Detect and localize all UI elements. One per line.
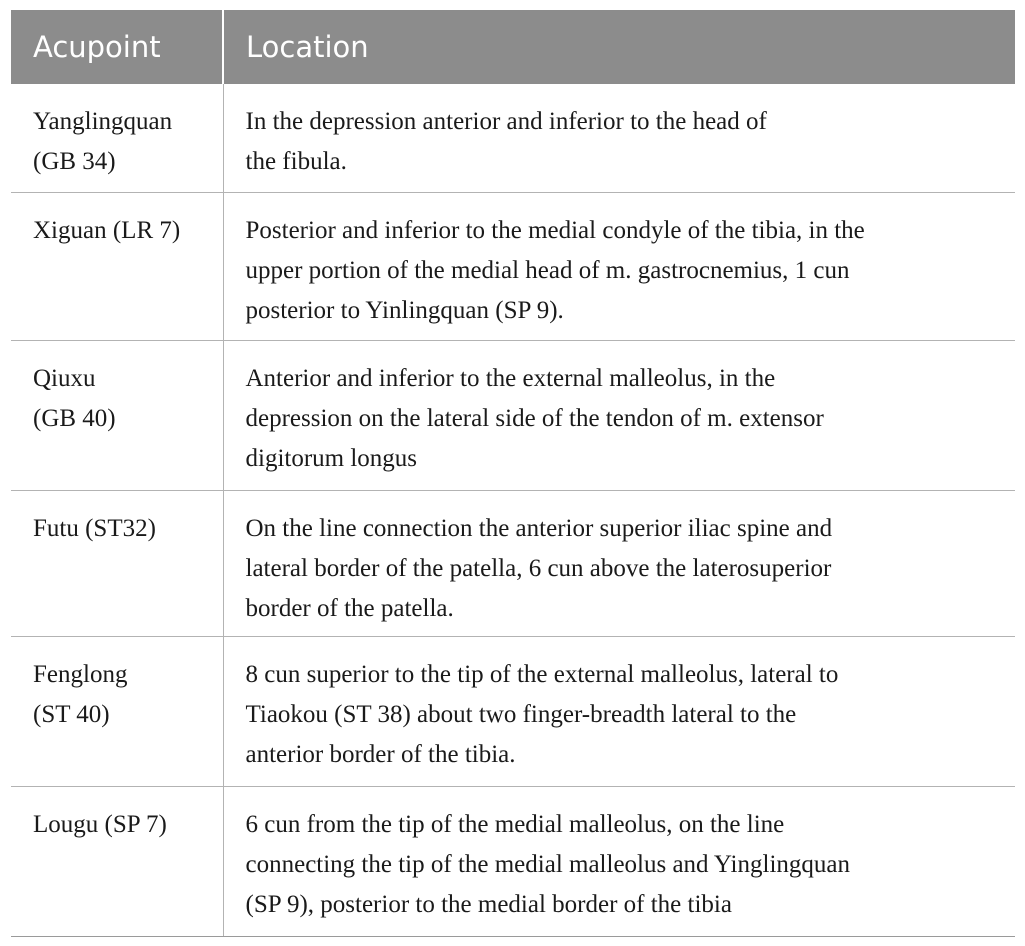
acupoint-cell: Futu (ST32): [11, 490, 223, 636]
location-cell: 8 cun superior to the tip of the external malleolus, lateral to Tiaokou (ST 38) about two finger-breadth lateral to the anterior border of the tibia.: [223, 636, 1015, 786]
table-row: [11, 490, 1015, 636]
location-cell: 6 cun from the tip of the medial malleolus, on the line connecting the tip of the medial malleolus and Yinglingquan (SP 9), posterior to the medial border of the tibia: [223, 786, 1015, 936]
location-cell: On the line connection the anterior superior iliac spine and lateral border of the patella, 6 cun above the laterosuperior border of the patella.: [223, 490, 1015, 636]
acupoint-table: [11, 10, 1015, 937]
table-row: [11, 636, 1015, 786]
table-header: [11, 10, 1015, 84]
location-cell: Anterior and inferior to the external malleolus, in the depression on the lateral side of the tendon of m. extensor digitorum longus: [223, 340, 1015, 490]
table-row: [11, 786, 1015, 936]
location-cell: Posterior and inferior to the medial condyle of the tibia, in the upper portion of the medial head of m. gastrocnemius, 1 cun posterior to Yinlingquan (SP 9).: [223, 192, 1015, 340]
acupoint-cell: Xiguan (LR 7): [11, 192, 223, 340]
table-row: [11, 192, 1015, 340]
acupoint-cell: Qiuxu (GB 40): [11, 340, 223, 490]
acupoint-cell: Yanglingquan (GB 34): [11, 84, 223, 192]
header-location: Location: [223, 10, 1015, 84]
acupoint-cell: Fenglong (ST 40): [11, 636, 223, 786]
table-row: [11, 84, 1015, 192]
acupoint-cell: Lougu (SP 7): [11, 786, 223, 936]
header-row: [11, 10, 1015, 84]
table-row: [11, 340, 1015, 490]
location-cell: In the depression anterior and inferior to the head of the fibula.: [223, 84, 1015, 192]
header-acupoint: Acupoint: [11, 10, 223, 84]
table-body: [11, 84, 1015, 936]
